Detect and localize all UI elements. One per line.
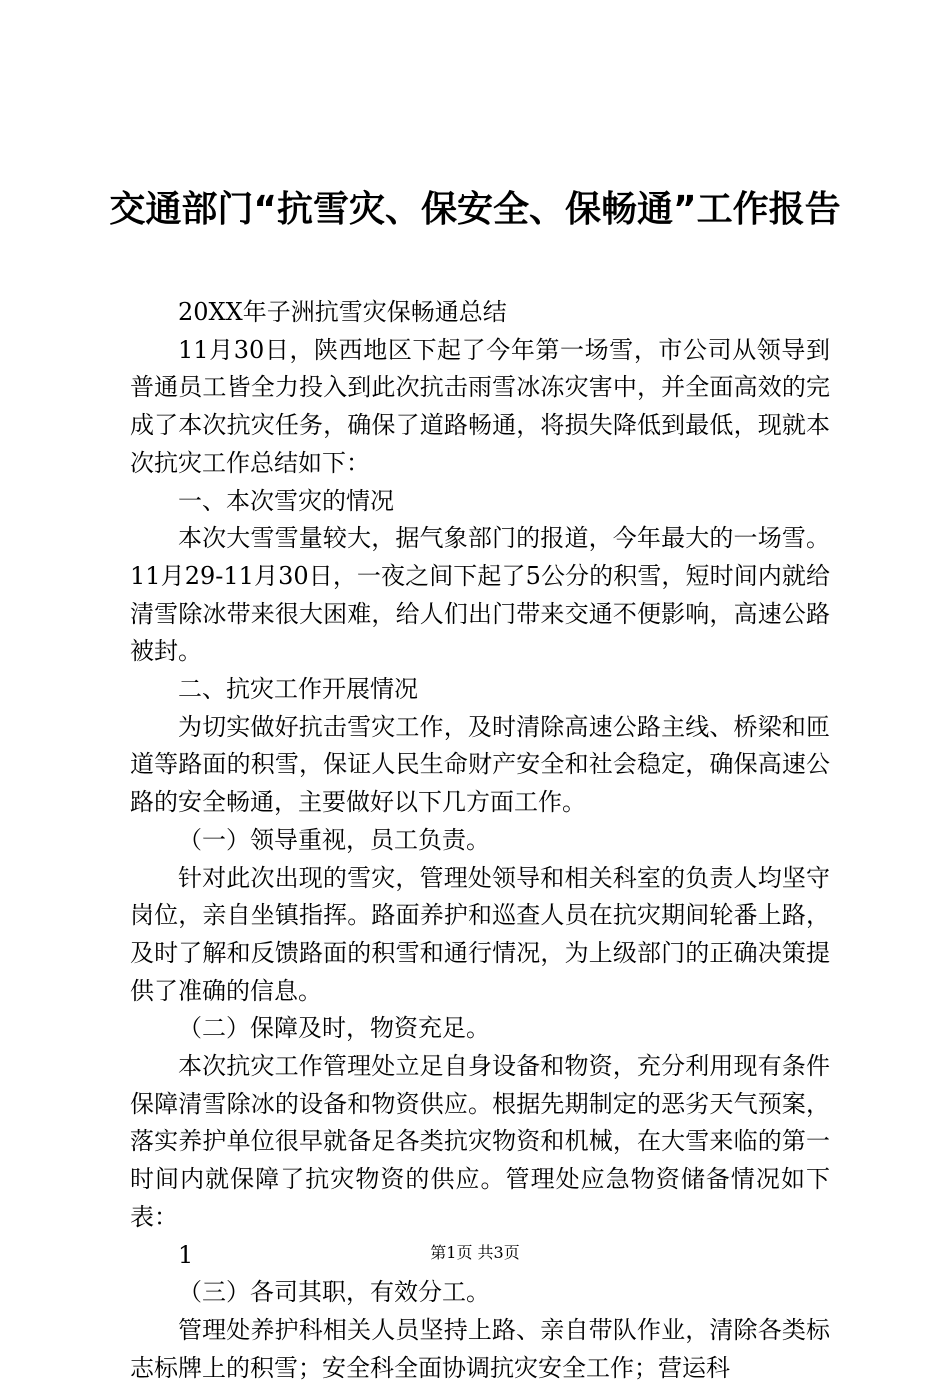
paragraph-supplies: 本次抗灾工作管理处立足自身设备和物资，充分利用现有条件保障清雪除冰的设备和物资供应。根据先期制定的恶劣天气预案，落实养护单位很早就备足各类抗灾物资和机械，在大雪来临的第一时间内就保障了抗灾物资的供应。管理处应急物资储备情况如下表： — [130, 1052, 830, 1231]
page-footer: 第1页 共3页 — [430, 1243, 520, 1262]
paragraph-snow-situation: 本次大雪雪量较大，据气象部门的报道，今年最大的一场雪。11月29-11月30日，一夜之间下起了5公分的积雪，短时间内就给清雪除冰带来很大困难，给人们出门带来交通不便影响，高速公路被封。 — [130, 524, 830, 666]
paragraph-summary-heading: 20XX年子洲抗雪灾保畅通总结 — [178, 298, 507, 326]
table-placeholder-number: 1 — [178, 1240, 194, 1269]
subsection-heading-3: （三）各司其职，有效分工。 — [178, 1278, 490, 1307]
subsection-heading-2: （二）保障及时，物资充足。 — [178, 1014, 490, 1043]
subsection-heading-1: （一）领导重视，员工负责。 — [178, 825, 490, 854]
section-heading-2: 二、抗灾工作开展情况 — [178, 675, 418, 704]
section-heading-1: 一、本次雪灾的情况 — [178, 486, 394, 515]
document-body — [130, 294, 830, 1387]
paragraph-intro: 11月30日，陕西地区下起了今年第一场雪，市公司从领导到普通员工皆全力投入到此次抗击雨雪冰冻灾害中，并全面高效的完成了本次抗灾任务，确保了道路畅通，将损失降低到最低，现就本次抗灾工作总结如下： — [130, 335, 830, 477]
paragraph-division-of-work: 管理处养护科相关人员坚持上路、亲自带队作业，清除各类标志标牌上的积雪；安全科全面协调抗灾安全工作；营运科 — [130, 1315, 830, 1382]
paragraph-leadership: 针对此次出现的雪灾，管理处领导和相关科室的负责人均坚守岗位，亲自坐镇指挥。路面养护和巡查人员在抗灾期间轮番上路，及时了解和反馈路面的积雪和通行情况，为上级部门的正确决策提供了准确的信息。 — [130, 863, 830, 1005]
document-title: 交通部门“抗雪灾、保安全、保畅通”工作报告 — [109, 189, 841, 230]
paragraph-work-overview: 为切实做好抗击雪灾工作，及时清除高速公路主线、桥梁和匝道等路面的积雪，保证人民生命财产安全和社会稳定，确保高速公路的安全畅通，主要做好以下几方面工作。 — [130, 712, 830, 817]
